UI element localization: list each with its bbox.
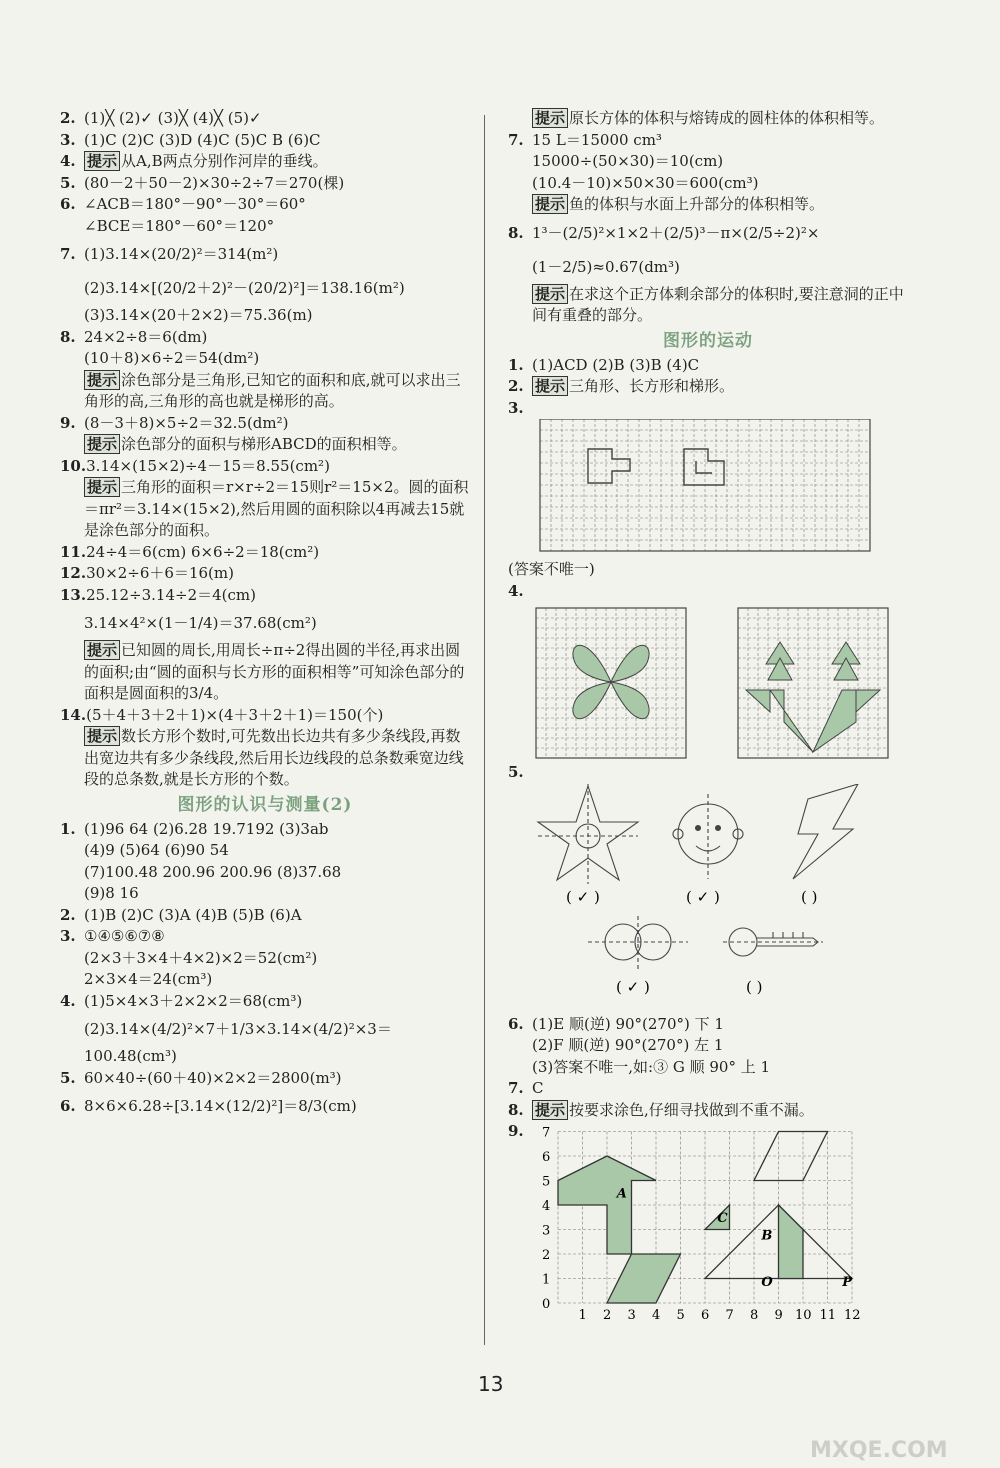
y-tick-label: 1 (542, 1272, 551, 1287)
s2-answer-1: 1. (1)96 64 (2)6.28 19.7192 (3)3ab (60, 819, 329, 838)
answer-8-line2: (10＋8)×6÷2＝54(dm²) (84, 349, 260, 367)
x-tick-label: 4 (652, 1307, 661, 1323)
point-label-b: B (761, 1227, 773, 1243)
m-answer-8: 8. 提示 按要求涂色,仔细寻找做到不重不漏。 (508, 1100, 814, 1119)
x-tick-label: 3 (627, 1307, 636, 1323)
answer-14-hint: 提示 数长方形个数时,可先数出长边共有多少条线段,再数出宽边共有多少条线段,然后用长边线段的总条数乘宽边线段的总条数,就是长方形的个数。 (84, 727, 464, 788)
right-column (508, 108, 908, 1323)
answer-2: 2. (1)╳ (2)✓ (3)╳ (4)╳ (5)✓ (60, 109, 262, 127)
s2-answer-1-line4: (9)8 16 (84, 884, 139, 902)
s2-answer-6: 6. 8×6×6.28÷[3.14×(12/2)²]＝8/3(cm) (60, 1097, 357, 1115)
m-answer-3: 3. (508, 398, 524, 417)
x-tick-label: 7 (725, 1307, 734, 1323)
grid-9 (558, 1131, 852, 1303)
answer-7: 7. (1)3.14×(20/2)²＝314(m²) (60, 245, 279, 263)
shape-b-fill (779, 1205, 804, 1279)
x-tick-label: 2 (603, 1307, 612, 1323)
x-tick-label: 1 (578, 1307, 587, 1323)
left-column (60, 108, 470, 1123)
s2-answer-3-line2: (2×3＋3×4＋4×2)×2＝52(cm²) (84, 948, 318, 967)
shape-original (588, 449, 630, 483)
m-answer-4: 4. (508, 581, 524, 600)
answer-5: 5. (80－2＋50－2)×30÷2÷7＝270(棵) (60, 173, 345, 192)
grid-9-y-labels (542, 1125, 550, 1312)
m-answer-6-line2: (2)F 顺(逆) 90°(270°) 左 1 (532, 1036, 724, 1054)
rings-figure (588, 916, 688, 969)
grid-9-x-labels (579, 1308, 861, 1323)
x-tick-label: 8 (750, 1307, 759, 1323)
answer-11: 11.24÷4＝6(cm) 6×6÷2＝18(cm²) (60, 542, 320, 561)
m-answer-1: 1. (1)ACD (2)B (3)B (4)C (508, 355, 700, 374)
r-answer-8: 8. 1³－(2/5)²×1×2＋(2/5)³－π×(2/5÷2)²× (508, 223, 820, 242)
y-tick-label: 3 (542, 1223, 551, 1238)
r-answer-7-hint: 提示 鱼的体积与水面上升部分的体积相等。 (508, 194, 908, 216)
y-tick-label: 4 (542, 1198, 551, 1214)
answer-3: 3. (1)C (2)C (3)D (4)C (5)C B (6)C (60, 130, 321, 149)
mark-face: ( ✓ ) (686, 887, 720, 906)
point-label-c: C (717, 1210, 728, 1226)
answer-9-hint: 提示 涂色部分的面积与梯形ABCD的面积相等。 (60, 434, 470, 456)
s2-answer-5: 5. 60×40÷(60＋40)×2×2＝2800(m³) (60, 1068, 342, 1087)
r-answer-8-line2: (1－2/5)≈0.67(dm³) (532, 257, 680, 276)
figure-coordinate-grid (508, 1123, 908, 1323)
figure-axis-symmetry (508, 784, 908, 1014)
answer-13-hint: 提示 已知圆的周长,用周长÷π÷2得出圆的半径,再求出圆的面积;由“圆的面积与长方形的面积相等”可知涂色部分的面积是圆面积的3/4。 (84, 641, 465, 702)
y-tick-label: 0 (542, 1296, 551, 1312)
x-tick-label: 12 (844, 1307, 861, 1323)
face-figure (673, 794, 743, 879)
watermark-logo (810, 1410, 980, 1463)
grid-9-shapes (558, 1131, 853, 1303)
answer-12: 12.30×2÷6＋6＝16(m) (60, 564, 234, 582)
s2-answer-2: 2. (1)B (2)C (3)A (4)B (5)B (6)A (60, 905, 302, 924)
x-tick-label: 6 (701, 1307, 710, 1323)
y-tick-label: 6 (542, 1149, 551, 1165)
star-figure (538, 784, 638, 884)
page-number: 13 (478, 1372, 504, 1396)
point-label-o: O (761, 1274, 773, 1290)
figure-symmetry (508, 602, 908, 762)
answer-6-line2: ∠BCE＝180°－60°＝120° (84, 216, 275, 235)
answer-4: 4. 提示 从A,B两点分别作河岸的垂线。 (60, 152, 328, 170)
point-label-p: P (842, 1274, 852, 1290)
m-answer-5: 5. (508, 763, 524, 781)
r-answer-7-line2: 15000÷(50×30)＝10(cm) (532, 152, 724, 170)
answer-7-line3: (3)3.14×(20＋2×2)＝75.36(m) (84, 306, 313, 324)
answer-9: 9. (8－3＋8)×5÷2＝32.5(dm²) (60, 413, 289, 432)
arrow-v-shape (746, 642, 880, 752)
flower-shape (573, 645, 649, 718)
answer-7-line2: (2)3.14×[(20/2＋2)²－(20/2)²]＝138.16(m²) (84, 279, 405, 297)
zigzag-figure (793, 784, 858, 879)
x-tick-label: 11 (819, 1307, 837, 1323)
figure-grid-translation (508, 419, 908, 559)
key-figure (723, 928, 823, 956)
answer-13: 13.25.12÷3.14÷2＝4(cm) (60, 585, 257, 604)
x-tick-label: 10 (795, 1307, 812, 1323)
s2-answer-1-line3: (7)100.48 200.96 200.96 (8)37.68 (84, 862, 342, 881)
m-answer-3-note: (答案不唯一) (508, 560, 595, 578)
answer-8-hint: 提示 涂色部分是三角形,已知它的面积和底,就可以求出三角形的高,三角形的高也就是梯形的高。 (84, 370, 461, 410)
s2-answer-4-line3: 100.48(cm³) (84, 1047, 177, 1065)
grid-4b (738, 608, 888, 758)
mark-rings: ( ✓ ) (616, 977, 650, 996)
section-title-motion: 图形的运动 (663, 330, 753, 351)
answer-10: 10.3.14×(15×2)÷4－15＝8.55(cm²) (60, 456, 330, 475)
column-divider (484, 115, 485, 1345)
answer-6: 6. ∠ACB＝180°－90°－30°＝60° (60, 195, 306, 213)
point-label-a: A (616, 1186, 627, 1202)
s2-answer-4: 4. (1)5×4×3＋2×2×2＝68(cm³) (60, 991, 303, 1010)
m-answer-6: 6. (1)E 顺(逆) 90°(270°) 下 1 (508, 1014, 724, 1033)
s2-answer-4-line2: (2)3.14×(4/2)²×7＋1/3×3.14×(4/2)²×3＝ (84, 1020, 392, 1038)
y-tick-label: 5 (542, 1174, 551, 1189)
watermark-text: MXQE.COM (810, 1438, 948, 1463)
m-answer-2: 2. 提示 三角形、长方形和梯形。 (508, 377, 735, 395)
m-answer-7: 7. C (508, 1079, 544, 1097)
mark-star: ( ✓ ) (566, 887, 600, 906)
mark-zigzag: ( ) (801, 887, 818, 906)
answer-10-hint: 提示 三角形的面积＝r×r÷2＝15则r²＝15×2。圆的面积＝πr²＝3.14×(15×2),然后用圆的面积除以4再减去15就是涂色部分的面积。 (84, 478, 469, 539)
y-tick-label: 2 (542, 1247, 551, 1263)
hint-label: 提示 (84, 151, 120, 171)
x-tick-label: 9 (774, 1307, 783, 1323)
right-top-hint: 提示 原长方体的体积与熔铸成的圆柱体的体积相等。 (508, 108, 908, 130)
x-tick-label: 5 (676, 1307, 685, 1323)
s2-answer-3: 3. ①④⑤⑥⑦⑧ (60, 927, 165, 945)
answer-13-line2: 3.14×4²×(1－1/4)＝37.68(cm²) (84, 614, 317, 632)
s2-answer-3-line3: 2×3×4＝24(cm³) (84, 970, 213, 988)
shape-a-arrow (558, 1156, 656, 1254)
m-answer-6-line3: (3)答案不唯一,如:③ G 顺 90° 上 1 (532, 1057, 771, 1076)
grid-4b-border (738, 608, 888, 758)
r-answer-7: 7. 15 L＝15000 cm³ (508, 130, 662, 149)
r-answer-7-line3: (10.4－10)×50×30＝600(cm³) (532, 173, 759, 192)
shape-moved (684, 449, 724, 485)
r-answer-8-hint: 提示 在求这个正方体剩余部分的体积时,要注意洞的正中间有重叠的部分。 (532, 284, 904, 324)
mark-key: ( ) (746, 977, 763, 996)
answer-8: 8. 24×2÷8＝6(dm) (60, 327, 208, 346)
s2-answer-1-line2: (4)9 (5)64 (6)90 54 (84, 841, 229, 859)
answer-14: 14.(5＋4＋3＋2＋1)×(4＋3＋2＋1)＝150(个) (60, 705, 384, 724)
y-tick-label: 7 (542, 1125, 551, 1140)
m-answer-9: 9. (508, 1122, 524, 1140)
section-title-measurement-2: 图形的认识与测量(2) (177, 794, 353, 815)
